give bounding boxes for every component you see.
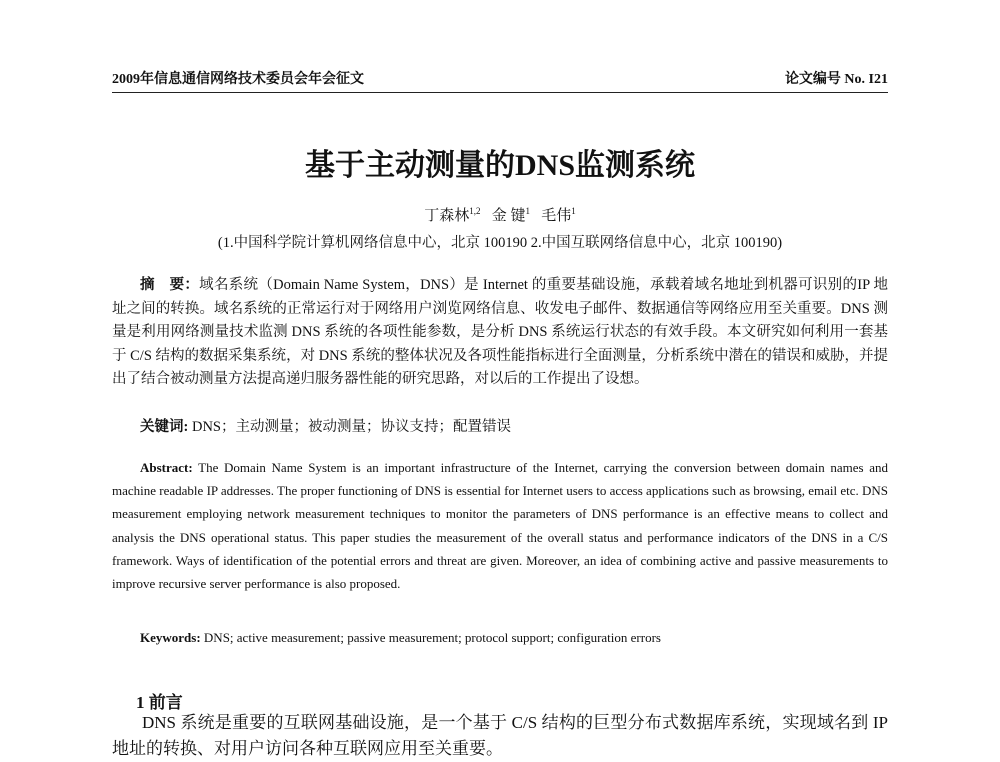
keywords-cn: [140, 415, 511, 436]
header-rule: [112, 92, 888, 93]
author-aff: 1: [525, 206, 530, 216]
abstract-cn-text: 域名系统（Domain Name System，DNS）是 Internet 的重要基础设施，承载着域名地址到机器可识别的IP 地址之间的转换。域名系统的正常运行对于网络用户浏览网络信息、收发电子邮件、数据通信等网络应用至关重要。DNS 测量是利用网络测量技术监测 DNS 系统的各项性能参数，是分析 DNS 系统运行状态的有效手段。本文研究如何利用一套基于 C/S 结构的数据采集系统，对 DNS 系统的整体状况及各项性能指标进行全面测量，分析系统中潜在的错误和威胁，并提出了结合被动测量方法提高递归服务器性能的研究思路，对以后的工作提出了设想。: [112, 277, 889, 387]
keywords-en: [140, 630, 661, 646]
abstract-cn-label: 摘 要：: [140, 277, 200, 293]
author-aff: 1,2: [469, 206, 481, 216]
section-body: DNS 系统是重要的互联网基础设施，是一个基于 C/S 结构的巨型分布式数据库系统，实现域名到 IP 地址的转换、对用户访问各种互联网应用至关重要。: [112, 713, 888, 758]
abstract-en: [112, 456, 888, 595]
abstract-cn: [112, 274, 888, 392]
abstract-en-label: Abstract:: [140, 460, 193, 475]
abstract-en-text: The Domain Name System is an important infrastructure of the Internet, carrying the conversion between domain names and machine readable IP addresses. The proper functioning of DNS is essential for Internet users to access applications such as browsing, email etc. DNS measurement employing network measurement techniques to monitor the parameters of DNS performance is an effective means to collect and analysis the DNS operational status. This paper studies the measurement of the overall status and performance indicators of the DNS in a C/S framework. Ways of identification of the potential errors and threat are given. Moreover, an idea of combining active and passive measurements to improve recursive server performance is also proposed.: [112, 460, 889, 592]
author-aff: 1: [571, 206, 576, 216]
keywords-cn-text: DNS；主动测量；被动测量；协议支持；配置错误: [191, 419, 511, 435]
section-heading: 1 前言: [136, 693, 183, 712]
affiliation: (1.中国科学院计算机网络信息中心，北京 100190 2.中国互联网络信息中心，北京 100190): [217, 235, 783, 251]
author-name: 丁森林: [424, 208, 470, 224]
authors: [0, 204, 1000, 225]
paper-title: 基于主动测量的DNS监测系统: [304, 149, 695, 182]
author-name: 金 键: [491, 208, 526, 224]
keywords-cn-label: 关键词:: [140, 419, 189, 435]
header-conference: 2009年信息通信网络技术委员会年会征文: [112, 72, 364, 87]
header-paper-number: 论文编号 No. I21: [784, 72, 888, 87]
running-header: [112, 68, 888, 88]
keywords-en-text: DNS; active measurement; passive measurement; protocol support; configuration errors: [203, 630, 661, 645]
keywords-en-label: Keywords:: [140, 630, 201, 645]
author-name: 毛伟: [541, 208, 572, 224]
